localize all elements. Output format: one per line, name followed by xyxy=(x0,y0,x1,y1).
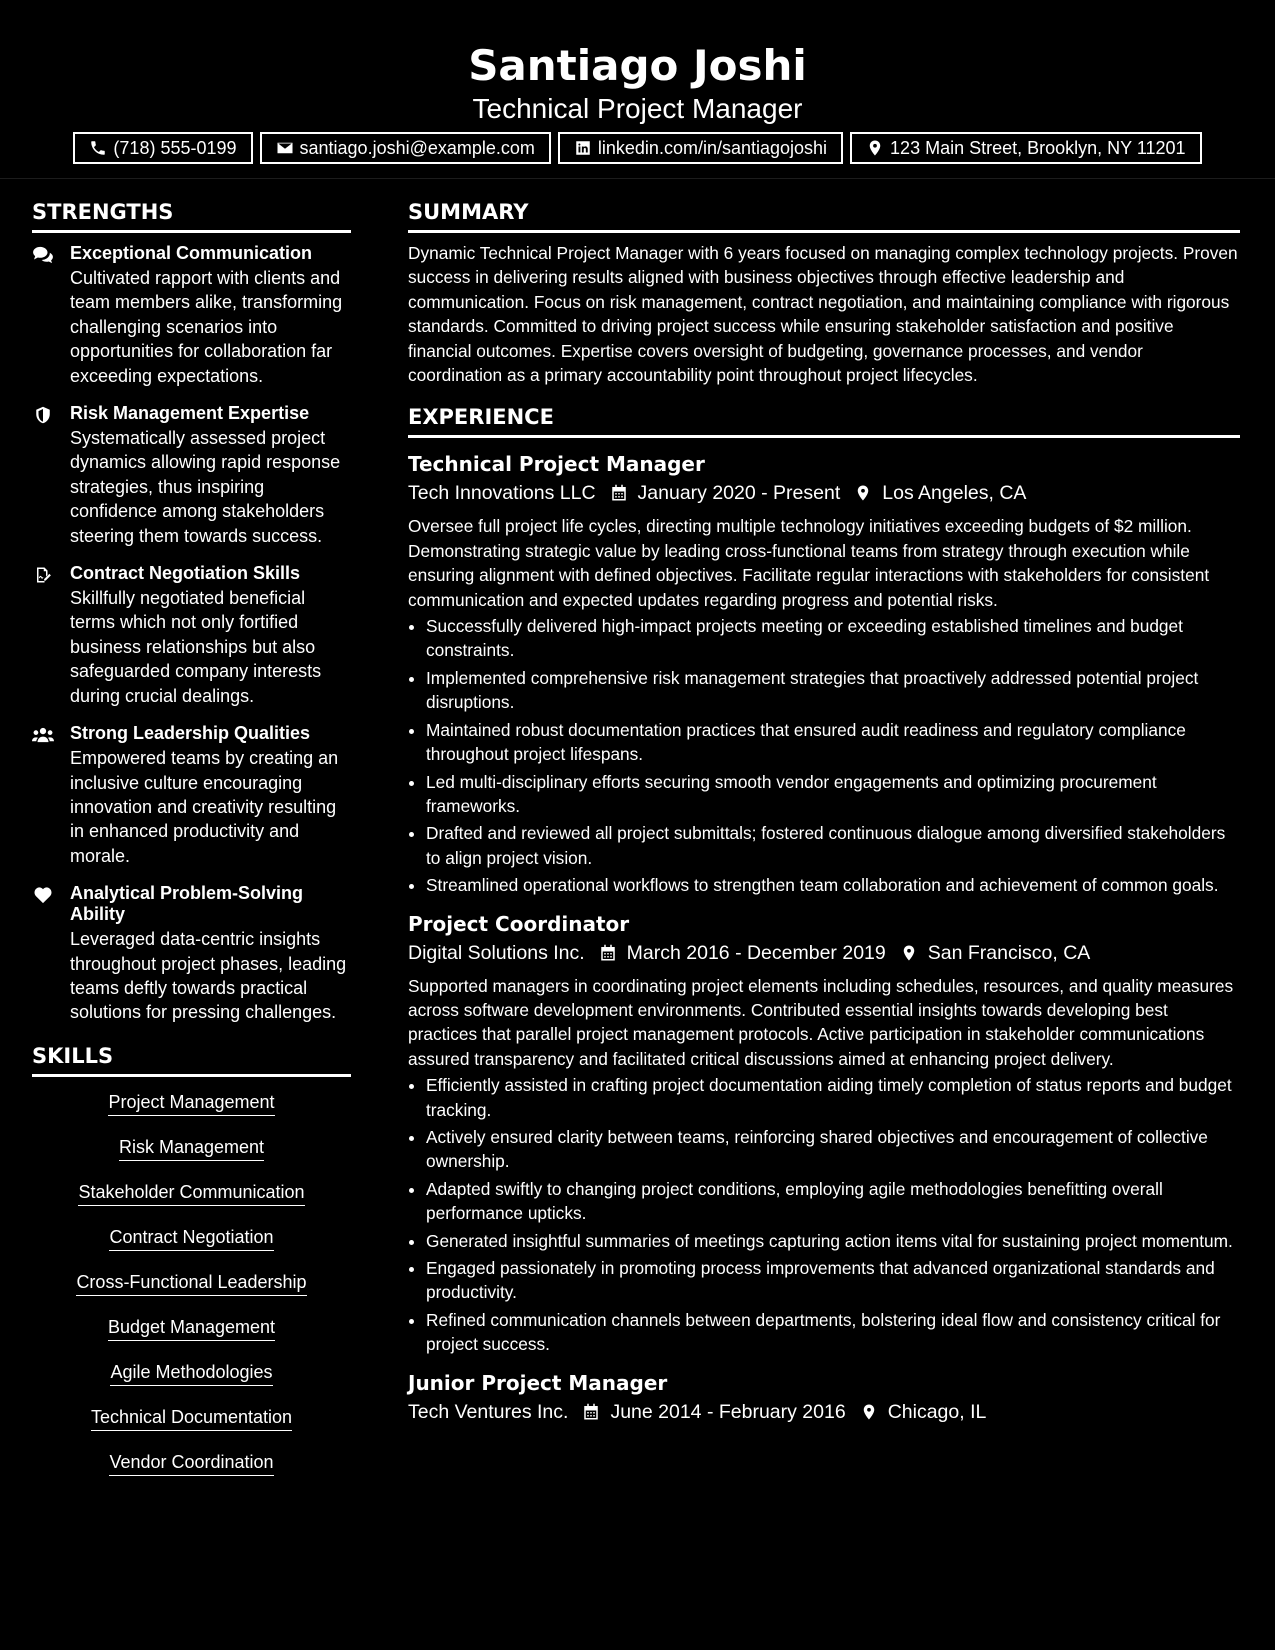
job-bullet: • Streamlined operational workflows to strengthen team collaboration and achievement of common goals. xyxy=(426,873,1240,897)
candidate-title: Technical Project Manager xyxy=(472,93,803,124)
strengths-heading: STRENGTHS xyxy=(32,196,351,233)
strength-body xyxy=(70,243,351,388)
job-company: Tech Innovations LLC xyxy=(408,482,596,505)
job-bullet: • Engaged passionately in promoting process improvements that advanced organizational standards and productivity. xyxy=(426,1256,1240,1305)
skill-item xyxy=(32,1091,351,1116)
skill-item xyxy=(32,1406,351,1431)
strength-text: Leveraged data-centric insights throughout project phases, leading teams deftly towards practical solutions for pressing challenges. xyxy=(70,929,347,1023)
strength-title: Strong Leadership Qualities xyxy=(70,723,311,744)
job-title: Technical Project Manager xyxy=(408,452,705,477)
calendar-icon xyxy=(599,944,617,962)
map-pin-icon xyxy=(900,944,918,962)
job-bullet: • Refined communication channels between departments, bolstering ideal flow and consistency critical for project success. xyxy=(426,1308,1240,1357)
job-bullet: • Led multi-disciplinary efforts securing smooth vendor engagements and optimizing procurement frameworks. xyxy=(426,770,1240,819)
strength-title: Exceptional Communication xyxy=(70,243,313,263)
job-company: Tech Ventures Inc. xyxy=(408,1400,569,1423)
signature-icon xyxy=(32,563,58,708)
contact-bar xyxy=(0,132,1275,164)
job-meta xyxy=(408,478,1240,508)
job-company: Digital Solutions Inc. xyxy=(408,941,585,964)
strength-title: Risk Management Expertise xyxy=(70,403,310,424)
strength-text: Cultivated rapport with clients and team members alike, transforming challenging scenarios into opportunities for collaboration far exceeding expectations. xyxy=(70,268,343,386)
skill-item xyxy=(32,1316,351,1341)
skill-item xyxy=(32,1136,351,1161)
job-location: San Francisco, CA xyxy=(927,941,1091,964)
contact-address-text: 123 Main Street, Brooklyn, NY 11201 xyxy=(890,138,1186,158)
strength-body xyxy=(70,883,351,1025)
summary-heading: SUMMARY xyxy=(408,196,1240,233)
strengths-list xyxy=(32,243,351,1025)
skill-label: Agile Methodologies xyxy=(110,1361,272,1386)
strength-body xyxy=(70,403,351,548)
skill-item xyxy=(32,1226,351,1251)
strength-item xyxy=(32,243,351,388)
skill-label: Budget Management xyxy=(108,1316,275,1341)
job-dates: June 2014 - February 2016 xyxy=(610,1400,846,1423)
strength-text: Skillfully negotiated beneficial terms which not only fortified business relationships but also safeguarded company interests during crucial dealings. xyxy=(70,588,322,706)
job-bullet: • Generated insightful summaries of meetings capturing action items vital for sustaining project momentum. xyxy=(426,1229,1240,1253)
contact-email-text: santiago.joshi@example.com xyxy=(299,138,535,158)
job-entry xyxy=(408,450,1240,897)
skill-label: Project Management xyxy=(108,1091,274,1116)
summary-section xyxy=(408,196,1240,387)
phone-icon xyxy=(89,139,107,157)
users-icon xyxy=(32,723,58,868)
job-bullet: • Drafted and reviewed all project submittals; fostered continuous dialogue among diversified stakeholders to align project vision. xyxy=(426,821,1240,870)
strength-item xyxy=(32,883,351,1025)
calendar-icon xyxy=(582,1403,600,1421)
job-bullet: • Adapted swiftly to changing project conditions, employing agile methodologies benefitting overall performance upticks. xyxy=(426,1177,1240,1226)
resume-header xyxy=(0,0,1275,164)
contact-phone[interactable] xyxy=(73,132,252,164)
skills-heading: SKILLS xyxy=(32,1040,351,1077)
experience-heading: EXPERIENCE xyxy=(408,401,1240,438)
skill-label: Risk Management xyxy=(119,1136,264,1161)
job-title: Junior Project Manager xyxy=(408,1370,668,1395)
contact-linkedin-text: linkedin.com/in/santiagojoshi xyxy=(597,138,828,158)
skill-label: Technical Documentation xyxy=(91,1406,292,1431)
header-divider xyxy=(0,178,1275,179)
linkedin-icon xyxy=(574,139,592,157)
skill-item xyxy=(32,1181,351,1206)
candidate-name: Santiago Joshi xyxy=(468,41,807,90)
strength-title: Contract Negotiation Skills xyxy=(70,563,301,584)
job-bullet: • Implemented comprehensive risk management strategies that proactively addressed potential project disruptions. xyxy=(426,666,1240,715)
comments-icon xyxy=(32,243,58,388)
calendar-icon xyxy=(610,484,628,502)
strength-text: Systematically assessed project dynamics allowing rapid response strategies, thus inspiring confidence among stakeholders steering them towards success. xyxy=(70,428,341,546)
job-bullet: • Actively ensured clarity between teams, reinforcing shared objectives and encouragement of collective ownership. xyxy=(426,1125,1240,1174)
map-pin-icon xyxy=(866,139,884,157)
contact-email[interactable] xyxy=(260,132,551,164)
job-bullet: • Efficiently assisted in crafting project documentation aiding timely completion of status reports and budget tracking. xyxy=(426,1073,1240,1122)
envelope-icon xyxy=(276,139,294,157)
summary-text: Dynamic Technical Project Manager with 6 years focused on managing complex technology projects. Proven success in delivering results aligned with business objectives through effective leadership and communication. Focus on risk management, contract negotiation, and maintaining compliance with rigorous standards. Committed to driving project success while ensuring stakeholder satisfaction and positive financial outcomes. Expertise covers oversight of budgeting, governance processes, and vendor coordination as a primary accountability point throughout project lifecycles. xyxy=(408,243,1238,386)
skill-label: Contract Negotiation xyxy=(109,1226,273,1251)
experience-section xyxy=(408,401,1240,1426)
contact-phone-text: (718) 555-0199 xyxy=(113,138,237,158)
job-meta xyxy=(408,1397,1240,1427)
strength-item xyxy=(32,403,351,548)
main-column xyxy=(408,196,1240,1433)
job-location: Los Angeles, CA xyxy=(882,482,1027,505)
job-bullet: • Maintained robust documentation practices that ensured audit readiness and regulatory compliance throughout project lifespans. xyxy=(426,718,1240,767)
strength-body xyxy=(70,723,351,868)
skill-item xyxy=(32,1451,351,1476)
job-dates: March 2016 - December 2019 xyxy=(626,941,886,964)
skill-label: Vendor Coordination xyxy=(109,1451,273,1476)
skill-item xyxy=(32,1361,351,1386)
job-description: Supported managers in coordinating project elements including schedules, resources, and quality measures across software development environments. Contributed essential insights towards developing best practices that parallel project management protocols. Active participation in stakeholder communications assured transparency and facilitated critical discussions aimed at enhancing project delivery. xyxy=(408,975,1234,1069)
strength-item xyxy=(32,563,351,708)
heart-icon xyxy=(32,883,58,1025)
job-bullet: • Successfully delivered high-impact projects meeting or exceeding established timelines and budget constraints. xyxy=(426,614,1240,663)
strength-item xyxy=(32,723,351,868)
strength-title: Analytical Problem-Solving Ability xyxy=(70,883,304,925)
strength-text: Empowered teams by creating an inclusive culture encouraging innovation and creativity resulting in enhanced productivity and morale. xyxy=(70,748,339,866)
contact-linkedin[interactable] xyxy=(558,132,843,164)
job-description: Oversee full project life cycles, directing multiple technology initiatives exceeding budgets of $2 million. Demonstrating strategic value by leading cross-functional teams from strategy through execution while ensuring alignment with defined objectives. Facilitate regular interactions with stakeholders for consistent communication and expected updates regarding progress and potential risks. xyxy=(408,516,1210,610)
job-dates: January 2020 - Present xyxy=(637,482,841,505)
job-bullets xyxy=(408,614,1240,897)
contact-address[interactable] xyxy=(850,132,1202,164)
job-bullets xyxy=(408,1073,1240,1356)
job-location: Chicago, IL xyxy=(887,1400,987,1423)
map-pin-icon xyxy=(860,1403,878,1421)
job-entry xyxy=(408,1369,1240,1427)
job-title: Project Coordinator xyxy=(408,911,630,936)
skill-item xyxy=(32,1271,351,1296)
strength-body xyxy=(70,563,351,708)
sidebar xyxy=(32,196,351,1496)
job-meta xyxy=(408,938,1240,968)
skill-label: Stakeholder Communication xyxy=(78,1181,304,1206)
shield-icon xyxy=(32,403,58,548)
map-pin-icon xyxy=(854,484,872,502)
skill-label: Cross-Functional Leadership xyxy=(76,1271,306,1296)
job-entry xyxy=(408,910,1240,1357)
skills-list xyxy=(32,1091,351,1476)
